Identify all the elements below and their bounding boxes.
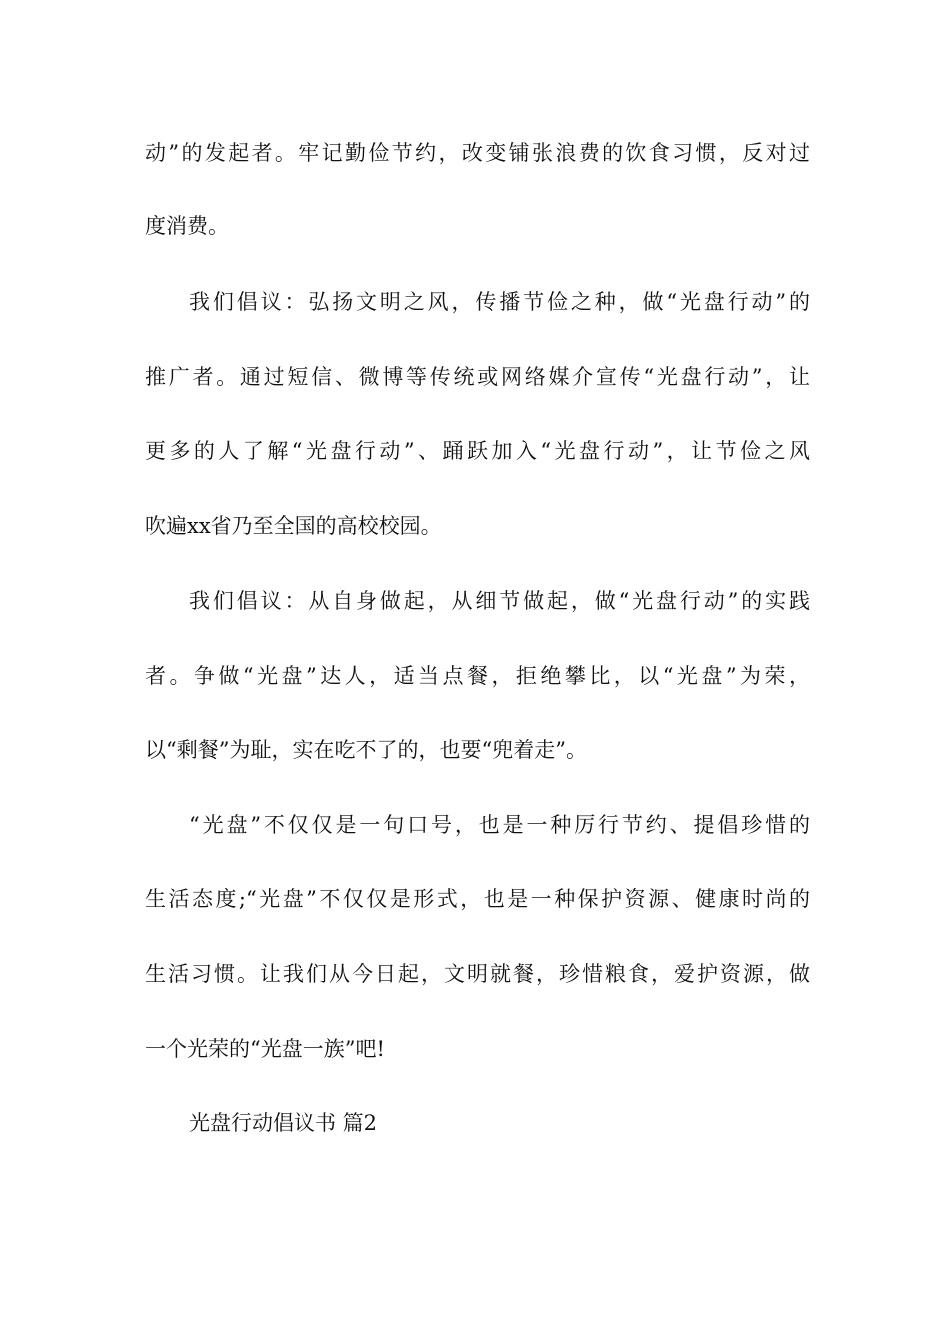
text-line: 更多的人了解“光盘行动”、踊跃加入“光盘行动”，让节俭之风 xyxy=(145,439,810,463)
text-line: 者。争做“光盘”达人，适当点餐，拒绝攀比，以“光盘”为荣， xyxy=(145,664,810,688)
section-heading: 光盘行动倡议书 篇2 xyxy=(189,1111,378,1135)
text-line: 生活习惯。让我们从今日起，文明就餐，珍惜粮食，爱护资源，做 xyxy=(145,962,810,986)
text-line: 动”的发起者。牢记勤俭节约，改变铺张浪费的饮食习惯，反对过 xyxy=(145,141,810,165)
text-line: 推广者。通过短信、微博等传统或网络媒介宣传“光盘行动”，让 xyxy=(145,365,810,389)
text-line: 以“剩餐”为耻，实在吃不了的，也要“兜着走”。 xyxy=(145,738,587,762)
text-line: 度消费。 xyxy=(145,214,229,238)
paragraph-first-line: 我们倡议：从自身做起，从细节做起，做“光盘行动”的实践 xyxy=(189,589,810,613)
text-line: 一个光荣的“光盘一族”吧! xyxy=(145,1037,385,1061)
text-line: 吹遍xx省乃至全国的高校校园。 xyxy=(145,514,442,538)
text-line: 生活态度;“光盘”不仅仅是形式，也是一种保护资源、健康时尚的 xyxy=(145,887,810,911)
paragraph-first-line: 我们倡议：弘扬文明之风，传播节俭之种，做“光盘行动”的 xyxy=(189,290,810,314)
paragraph-first-line: “光盘”不仅仅是一句口号，也是一种厉行节约、提倡珍惜的 xyxy=(189,813,810,837)
